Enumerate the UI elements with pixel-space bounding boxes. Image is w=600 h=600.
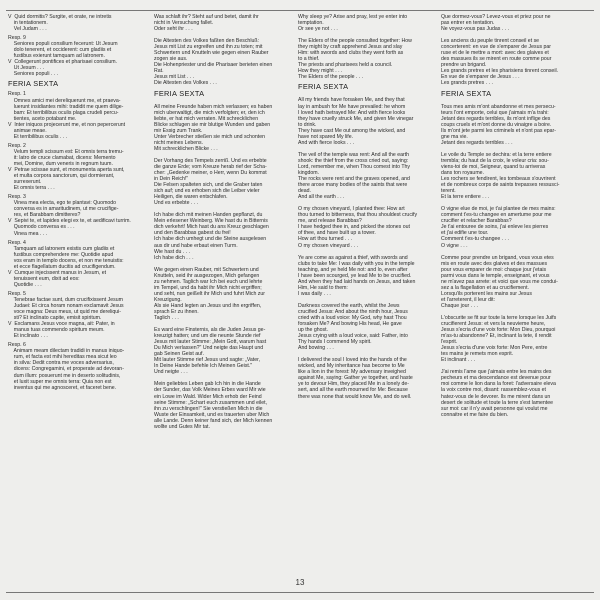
text-line: me, and release Barabbas? bbox=[298, 218, 362, 225]
text-line: im Tempel, und da habt ihr Mich nicht ergriffen; bbox=[154, 284, 262, 291]
text-line: Thy hands I commend My spirit. bbox=[298, 339, 372, 346]
text-line: it: latro de cruce clamabat, dicens: Memento bbox=[8, 154, 116, 161]
text-line: Les grands pretres et les pharisiens tinrent conseil. bbox=[441, 68, 559, 75]
text-line: Seniores populi consilium fecerunt: Ut Jesum bbox=[8, 41, 118, 48]
text-line: in silva: Dedit contra me voces adversarius, bbox=[8, 360, 114, 367]
text-line: Schwertern und Knutteln wie gegen einen Rauber bbox=[154, 50, 269, 57]
text-line: dead. bbox=[298, 188, 311, 195]
text-line: l'esprit. bbox=[441, 339, 458, 346]
text-line: seine Stimme: „Schart euch zusammen und eilet, bbox=[154, 399, 268, 406]
text-line: They have cast Me out among the wicked, and bbox=[298, 127, 406, 134]
text-line: Quomodo conversa es . . . bbox=[8, 224, 75, 231]
text-line: there was none that would know Me, and do well. bbox=[298, 393, 412, 400]
text-line: Und neigte . . . bbox=[154, 369, 188, 376]
text-line: clubs to take Me: I was daily with you in the temple bbox=[298, 260, 415, 267]
text-line: Lorsqu'ils porterent les mains sur Jesus bbox=[441, 290, 532, 297]
text-line: Resp. 5 bbox=[8, 290, 26, 297]
text-line: En vue de s'emparer de Jesus . . . bbox=[441, 74, 520, 81]
text-line: shook: the thief from the cross cried out, saying: bbox=[298, 157, 409, 164]
text-line: fustibus comprehendere me: Quotidie apud bbox=[8, 251, 114, 258]
text-line: to drink. bbox=[298, 121, 317, 128]
text-line: Jesus crying with a loud voice, said: Father, into bbox=[298, 333, 408, 340]
text-line: gne ma vie. bbox=[441, 133, 468, 140]
bottom-rule bbox=[6, 592, 594, 593]
text-line: Resp. 1 bbox=[8, 91, 26, 98]
text-line: Mein geliebtes Leben gab Ich hin in die Hande bbox=[154, 381, 261, 388]
text-line: Et terribilibus oculis . . . bbox=[8, 133, 68, 140]
text-line: Vel Judam . . . bbox=[8, 26, 47, 33]
text-line: mis en route avec des glaives et des massues bbox=[441, 260, 548, 267]
text-line: Rat. bbox=[154, 68, 164, 75]
text-line: prendre un brigand. bbox=[441, 62, 487, 69]
text-line: have not spared My life. bbox=[298, 133, 354, 140]
text-line: Oder seht ihr . . . bbox=[154, 26, 193, 33]
text-line: tientes, aceto potabant me. bbox=[8, 115, 77, 122]
text-line: Kreuzigung. bbox=[154, 296, 182, 303]
text-line: I have hedged thee in, and picked the stones out bbox=[298, 224, 410, 231]
text-line: The Elders of the people consulted together: How bbox=[298, 38, 412, 45]
text-line: animae meae. bbox=[8, 127, 47, 134]
text-line: Jesus s'ecria d'une voix forte: Mon Dieu, pourquoi bbox=[441, 327, 556, 334]
text-line: dich verkehrt! Mich hast du ans Kreuz geschlagen bbox=[154, 224, 269, 231]
text-line: des massues ils se mirent en route comme pour bbox=[441, 56, 552, 63]
text-line: like a lion in the forest: My adversary inveighed bbox=[298, 369, 406, 376]
text-line: Resp. 4 bbox=[8, 239, 26, 246]
text-line: crucified Jesus: And about the ninth hour, Jesus bbox=[298, 308, 408, 315]
text-line: How they might . . . bbox=[298, 68, 343, 75]
text-line: Omnes amici mei dereliquerunt me, et praeva- bbox=[8, 97, 121, 104]
text-line: In Deine Hande befehle Ich Meinen Geist." bbox=[154, 363, 253, 370]
text-line: lay in ambush for Me have prevailed: he whom bbox=[298, 103, 406, 110]
text-line: of thee, and have built up a tower. bbox=[298, 230, 376, 237]
text-line: Heiligen, die waren entschlafen. bbox=[154, 194, 228, 201]
text-line: dicens: Congregamini, et properate ad devoran- bbox=[8, 366, 124, 373]
text-line: tes mains je remets mon esprit. bbox=[441, 351, 514, 358]
text-line: forsaken Me? And bowing His head, He gave bbox=[298, 321, 402, 328]
text-line: Die Hohenpriester und die Pharisaer berieten einen bbox=[154, 62, 273, 69]
text-line: conversa es in amaritudinem, ut me crucifige- bbox=[8, 206, 119, 213]
text-line: Jesus s'ecria d'une voix forte: Mon Pere, entre bbox=[441, 345, 548, 352]
text-line: sprach Er zu ihnen. bbox=[154, 308, 199, 315]
text-line: Ne voyez-vous pas Judas . . . bbox=[441, 26, 510, 33]
text-line: Du Mich verlassen?" Und neigte das Haupt und bbox=[154, 345, 264, 352]
text-line: in Dein Reich!" bbox=[154, 176, 189, 183]
text-line: Mit lauter Stimme rief Jesus und sagte: „Vater, bbox=[154, 357, 261, 364]
text-line: voce magna: Deus meus, ut quid me dereliqui- bbox=[8, 309, 122, 316]
text-line: Je t'ai entouree de soins, j'ai enleve les pierres bbox=[441, 224, 549, 231]
text-line: teaching, and ye held Me not: and lo, even after bbox=[298, 266, 408, 273]
text-line: zogen sie aus. bbox=[154, 56, 188, 63]
text-line: sich auf; und es erhoben sich die Leiber vieler bbox=[154, 188, 260, 195]
text-line: O my chosen vineyard, I planted thee: How art bbox=[298, 206, 405, 213]
text-line: moi comme le lion dans la foret: l'adversaire eleva bbox=[441, 381, 556, 388]
text-line: connaitre et me faire du bien. bbox=[441, 411, 509, 418]
text-line: Why sleep ye? Arise and pray, lest ye enter into bbox=[298, 14, 408, 20]
text-line: Les anciens du peuple tinrent conseil et se bbox=[441, 38, 540, 45]
text-line: Him: with swords and clubs they went forth as bbox=[298, 50, 404, 57]
text-line: manus tuas commendo spiritum meum. bbox=[8, 327, 105, 334]
text-line: gab Seinen Geist auf. bbox=[154, 351, 204, 358]
text-line: Mein erlesener Weinberg. Wie hast du in Bitternis bbox=[154, 218, 268, 225]
text-line: und seht, nun geißelt ihr Mich und fuhrt Mich zur bbox=[154, 290, 266, 297]
text-line: Darkness covered the earth, whilst the Jews bbox=[298, 302, 400, 309]
text-line: surrexerunt. bbox=[8, 179, 42, 186]
text-line: Him, He said to them: bbox=[298, 284, 348, 291]
text-line: I delivered the soul I loved into the hands of the bbox=[298, 357, 407, 364]
text-line: Taglich . . . bbox=[154, 315, 179, 322]
text-line: dolo tenerent, et occiderent: cum gladiis et bbox=[8, 47, 112, 54]
text-line: Unter Verbrecher stießen sie mich und schonten bbox=[154, 133, 266, 140]
text-line: I loved hath betrayed Me: And with fierce looks bbox=[298, 109, 406, 116]
text-line: zu nehmen. Taglich war Ich bei euch und lehrte bbox=[154, 278, 263, 285]
text-line: Comme pour prendre un brigand, vous vous etes bbox=[441, 254, 554, 261]
text-line: la voix contre moi, disant: rassemblez-vous et bbox=[441, 387, 546, 394]
text-line: kingdom. bbox=[298, 169, 320, 176]
text-line: Jesus mit List . . . bbox=[154, 74, 195, 81]
latin-column bbox=[8, 14, 140, 584]
text-line: ein Lowe im Wald. Wider Mich erhob der Feind bbox=[154, 393, 262, 400]
text-line: inventus qui me agnosceret, et faceret bene. bbox=[8, 384, 117, 391]
text-line: Was schlaft ihr? Steht auf und betet, damit ihr bbox=[154, 14, 259, 20]
text-line: Ut Jesum . . . bbox=[8, 65, 45, 72]
text-line: All meine Freunde haben mich verlassen; es haben bbox=[154, 103, 273, 110]
text-line: Et inclinant . . . bbox=[441, 357, 476, 364]
text-line: wicked, and My inheritance has become to Me bbox=[298, 363, 405, 370]
text-line: concerterent: en vue de s'emparer de Jesus par bbox=[441, 44, 551, 51]
text-line: L'obscurite se fit sur toute la terre lorsque les Juifs bbox=[441, 314, 557, 321]
text-line: V Exclamans Jesus voce magna, ait: Pater, in bbox=[8, 321, 115, 328]
text-line: Chaque jour . . . bbox=[441, 302, 478, 309]
text-line: V Inter iniquos projecerunt me, et non pepercerunt bbox=[8, 121, 126, 128]
text-line: viens-toi de moi, Seigneur, quand tu arriveras bbox=[441, 163, 546, 170]
text-line: And when they had laid hands on Jesus, and taken bbox=[298, 278, 416, 285]
text-line: Ils m'ont jete parmi les criminels et n'ont pas epar- bbox=[441, 127, 556, 134]
section-heading: FERIA SEXTA bbox=[8, 79, 59, 89]
text-line: desert de solitude et toute la terre s'est lamentee bbox=[441, 399, 554, 406]
text-line: Seniores populi . . . bbox=[8, 71, 59, 78]
text-line: Der Vorhang des Tempels zerriß. Und es erbebte bbox=[154, 157, 267, 164]
text-line: pour vous emparer de moi: chaque jour j'etais bbox=[441, 266, 547, 273]
text-line: The Elders of the people . . . bbox=[298, 74, 364, 81]
text-line: ruse et de le mettre a mort: avec des glaives et bbox=[441, 50, 549, 57]
text-line: Lord, remember me, when Thou comest into Thy bbox=[298, 163, 410, 170]
text-line: Jesus mit List zu ergreifen und ihn zu toten; mit bbox=[154, 44, 263, 51]
text-line: Und es erbebte . . . bbox=[154, 200, 199, 207]
text-line: Jetant des regards terribles . . . bbox=[441, 139, 513, 146]
text-line: et luxit super me omnis terra: Quia non est bbox=[8, 378, 112, 385]
text-line: Ich habe dich umhegt und die Steine ausgelesen bbox=[154, 236, 267, 243]
text-line: nicht in Versuchung fallet. bbox=[154, 20, 214, 27]
text-line: m'as-tu abandonne? Et, inclinant la tete, il rendit bbox=[441, 333, 552, 340]
text-line: coups cruels et m'ont donne du vinaigre a boire. bbox=[441, 121, 552, 128]
text-line: And with fierce looks . . . bbox=[298, 139, 355, 146]
section-heading: FERIA SEXTA bbox=[298, 82, 349, 92]
text-line: et de nombreux corps de saints trepasses ressusci- bbox=[441, 182, 560, 189]
text-line: Resp. 3 bbox=[8, 194, 26, 201]
text-line: V Sepivi te, et lapides elegi ex te, et aedificavi turrim. bbox=[8, 218, 131, 225]
text-line: Resp. 9 bbox=[8, 35, 26, 42]
text-line: ne m'avez pas arrete: et voici que vous me condui- bbox=[441, 278, 558, 285]
section-heading: FERIA SEXTA bbox=[441, 88, 492, 98]
text-line: they might by craft apprehend Jesus and slay bbox=[298, 44, 403, 51]
text-line: Et inclinato . . . bbox=[8, 333, 48, 340]
text-line: thou turned to bitterness, that thou shouldest crucify bbox=[298, 212, 418, 219]
text-line: Als sie Hand legten an Jesus und ihn ergriffen, bbox=[154, 302, 262, 309]
text-line: luerunt insidiantes mihi: tradidit me quem dilige- bbox=[8, 103, 124, 110]
text-line: Quotidie . . . bbox=[8, 281, 42, 288]
text-line: mei, Domine, dum veneris in regnum tuum. bbox=[8, 160, 113, 167]
text-line: cried with a loud voice: My God, why hast Thou bbox=[298, 314, 407, 321]
page-number: 13 bbox=[295, 578, 305, 587]
text-line: Ich habe dich mit meinen Handen gepflanzt, du bbox=[154, 212, 263, 219]
text-line: Resp. 2 bbox=[8, 142, 26, 149]
text-line: comment t'es-tu changee en amertume pour me bbox=[441, 212, 552, 219]
text-line: Comment t'es-tu changee . . . bbox=[441, 236, 509, 243]
text-line: ye to devour Him, they placed Me in a lonely de- bbox=[298, 381, 410, 388]
french-column bbox=[441, 14, 585, 584]
text-line: Et la terre entiere . . . bbox=[441, 194, 490, 201]
text-line: Tamquam ad latronem existis cum gladiis et bbox=[8, 245, 115, 252]
text-line: V Collegerunt pontifices et pharisaei consilium. bbox=[8, 59, 117, 66]
text-line: nicht meines Lebens. bbox=[154, 139, 204, 146]
text-line: in tentationem. bbox=[8, 20, 48, 27]
text-line: parmi vous dans le temple, enseignant, et vous bbox=[441, 272, 550, 279]
text-line: O vigne . . . bbox=[441, 242, 468, 249]
text-line: Blicke schlugen sie mir blutige Wunden und gaben bbox=[154, 121, 271, 128]
text-line: pecheurs et ma descendance est devenue pour bbox=[441, 375, 551, 382]
text-line: tenuissent eum, dixit ad eos: bbox=[8, 275, 80, 282]
text-line: et j'ai edifie une tour. bbox=[441, 230, 489, 237]
text-line: And bowing . . . bbox=[298, 345, 334, 352]
text-line: up the ghost. bbox=[298, 327, 328, 334]
text-line: Die Altesten des Volkes . . . bbox=[154, 80, 217, 87]
text-line: Die Felsen spalteten sich, und die Graber taten bbox=[154, 182, 263, 189]
text-line: against Me, saying: Gather ye together, and haste bbox=[298, 375, 413, 382]
text-line: they have cruelly struck Me, and given Me vinegar bbox=[298, 115, 414, 122]
text-line: res, et Barabbam dimitteres? bbox=[8, 212, 81, 219]
text-line: dum illum: posuerunt me in deserto solitudinis, bbox=[8, 372, 121, 379]
text-line: Resp. 6 bbox=[8, 342, 26, 349]
text-line: mich uberwaltigt, die mich verfolgten; er, den ich bbox=[154, 109, 265, 116]
text-line: mir Essig zum Trank. bbox=[154, 127, 203, 134]
text-line: Jesus mit lauter Stimme: „Mein Gott, warum hast bbox=[154, 339, 267, 346]
text-line: Les grands pretres . . . bbox=[441, 80, 493, 87]
text-line: there arose many bodies of the saints that were bbox=[298, 182, 408, 189]
text-line: Ich habe dich . . . bbox=[154, 254, 194, 261]
text-line: Velum templi scissum est: Et omnis terra tremu- bbox=[8, 148, 124, 155]
text-line: sert, and all the earth mourned for Me: Because bbox=[298, 387, 408, 394]
text-line: And all the earth . . . bbox=[298, 194, 345, 201]
text-line: The priests and pharisees held a council. bbox=[298, 62, 393, 69]
text-line: Jetant des regards terribles, ils m'ont inflige des bbox=[441, 115, 551, 122]
text-line: Or see ye not . . . bbox=[298, 26, 338, 33]
text-line: ihn zu verschlingen!" Sie verstießen Mich in die bbox=[154, 405, 263, 412]
german-column bbox=[154, 14, 286, 584]
text-line: hatez-vous de le devorer. Ils me mirent dans un bbox=[441, 393, 551, 400]
text-line: V Cumque injecissent manus in Jesum, et bbox=[8, 269, 107, 276]
text-line: sez a la flagellation et au crucifiement. bbox=[441, 284, 529, 291]
text-line: Vinea mea . . . bbox=[8, 230, 48, 237]
english-column bbox=[298, 14, 430, 584]
text-line: The rocks were rent and the graves opened, and bbox=[298, 176, 410, 183]
text-line: aus dir und habe erbaut einen Turm. bbox=[154, 242, 238, 249]
text-line: et l'arreterent, il leur dit: bbox=[441, 296, 496, 303]
text-line: et multa corpora sanctorum, qui dormierant, bbox=[8, 173, 115, 180]
text-line: die ganze Erde; vom Kreuze herab rief der Scha- bbox=[154, 163, 267, 170]
text-line: dans ton royaume. bbox=[441, 169, 484, 176]
text-line: temptation. bbox=[298, 20, 324, 27]
text-line: wollte und Gutes Mir tat. bbox=[154, 423, 210, 430]
text-line: Wie gegen einen Rauber, mit Schwertern und bbox=[154, 266, 259, 273]
text-line: Es ward eine Finsternis, als die Juden Jesus ge- bbox=[154, 327, 266, 334]
text-line: Vinea mea electa, ego te plantavi: Quomodo bbox=[8, 200, 117, 207]
text-line: Knutteln, seid ihr ausgezogen, Mich gefangen bbox=[154, 272, 260, 279]
text-line: O vigne elue de moi, je t'ai plantee de mes mains: bbox=[441, 206, 556, 213]
text-line: Wie hast du . . . bbox=[154, 248, 191, 255]
text-line: pas entrer en tentation. bbox=[441, 20, 495, 27]
text-line: All my friends have forsaken Me, and they that bbox=[298, 97, 405, 104]
text-line: Et omnis terra . . . bbox=[8, 185, 55, 192]
text-line: cher: „Gedenke meiner, o Herr, wenn Du kommst bbox=[154, 169, 267, 176]
text-line: crucifier et relacher Barabbas? bbox=[441, 218, 512, 225]
text-line: rum, et facta est mihi hereditas mea sicut leo bbox=[8, 354, 117, 361]
top-rule bbox=[6, 10, 594, 11]
text-line: alle Lande. Denn keiner fand sich, der Mich kennen bbox=[154, 417, 273, 424]
text-line: crucifierent Jesus: et vers la neuvieme heure, bbox=[441, 321, 546, 328]
text-line: V Quid dormitis? Surgite, et orate, ne intretis bbox=[8, 14, 112, 20]
text-line: und den Barabbas gabest du frei! bbox=[154, 230, 231, 237]
text-line: vos eram in templo docens, et non me tenuistis: bbox=[8, 257, 124, 264]
text-line: Que dormez-vous? Levez-vous et priez pour ne bbox=[441, 14, 551, 20]
text-line: O my chosen vineyard . . . bbox=[298, 242, 359, 249]
text-line: Ye are come as against a thief, with swords and bbox=[298, 254, 408, 261]
text-line: Animam meam dilectam tradidi in manus iniquo- bbox=[8, 348, 125, 355]
section-heading: FERIA SEXTA bbox=[154, 88, 205, 98]
text-line: liebte, er hat mich verraten. Mit schrecklichen bbox=[154, 115, 259, 122]
text-line: trembla; du haut de la croix, le voleur cria: sou- bbox=[441, 157, 549, 164]
text-line: Wuste der Einsamkeit, und es trauerten uber Mich bbox=[154, 411, 270, 418]
text-line: der Sunder, das Volk Meines Erbes ward Mir wie bbox=[154, 387, 266, 394]
text-line: I was daily . . . bbox=[298, 290, 331, 297]
text-line: terent. bbox=[441, 188, 456, 195]
text-line: et ecce flagellatum ducitis ad crucifigendum. bbox=[8, 263, 116, 270]
text-line: Judaei: Et circa horam nonam exclamavit Jesus bbox=[8, 303, 124, 310]
text-line: Le voile du Temple se dechira: et la terre entiere bbox=[441, 151, 552, 158]
text-line: How art thou turned . . . bbox=[298, 236, 353, 243]
text-line: V Petrae scissae sunt, et monumenta aperta sunt, bbox=[8, 167, 125, 174]
text-line: Die Altesten des Volkes faßten den Beschluß: bbox=[154, 38, 259, 45]
text-line: The veil of the temple was rent: And all the earth bbox=[298, 151, 410, 158]
text-line: teurs l'ont emporte, celui que j'aimais m'a trahi: bbox=[441, 109, 549, 116]
text-line: Tenebrae factae sunt, dum crucifixissent Jesum bbox=[8, 296, 123, 303]
text-line: sur moi: car il n'y avait personne qui voulut me bbox=[441, 405, 548, 412]
text-line: Tous mes amis m'ont abandonne et mes persecu- bbox=[441, 103, 556, 110]
text-line: fustibus exierunt tamquam ad latronem. bbox=[8, 53, 105, 60]
text-line: sti? Et inclinato capite, emisit spiritum. bbox=[8, 315, 102, 322]
text-line: Mit schrecklichen Blicke . . . bbox=[154, 145, 218, 152]
text-line: bam: Et terribilibus oculis plaga crudeli percu- bbox=[8, 109, 119, 116]
text-line: kreuzigt hatten; und um die neunte Stunde rief bbox=[154, 333, 261, 340]
text-line: to a thief. bbox=[298, 56, 320, 63]
text-line: J'ai remis l'ame que j'aimais entre les mains des bbox=[441, 369, 552, 376]
text-line: I have been scourged, ye lead Me to be crucified. bbox=[298, 272, 412, 279]
text-line: Les rochers se fendirent, les tombeaux s'ouvrirent bbox=[441, 176, 556, 183]
